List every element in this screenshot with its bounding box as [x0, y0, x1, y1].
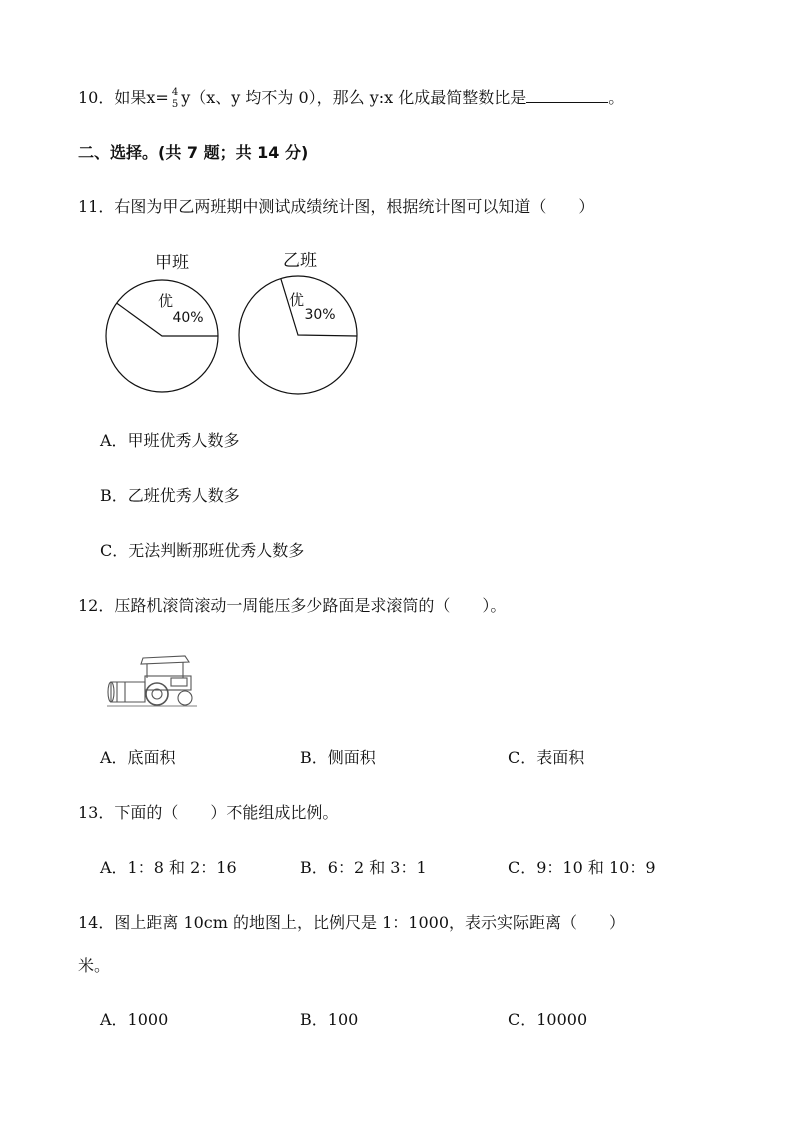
question-14-text-line1: 14．图上距离 10cm 的地图上，比例尺是 1：1000，表示实际距离（ ）: [78, 913, 626, 932]
chart-a-label: 优: [158, 292, 174, 310]
road-roller-illustration: [105, 652, 200, 710]
question-11-option-c[interactable]: C．无法判断那班优秀人数多: [100, 541, 305, 560]
question-14-text-line2: 米。: [78, 956, 111, 975]
chart-a-title: 甲班: [155, 253, 189, 273]
question-13-option-a[interactable]: A．1：8 和 2：16: [100, 858, 237, 877]
section-title: 二、选择。(共 7 题；共 14 分): [78, 143, 309, 162]
question-12-text: 12．压路机滚筒滚动一周能压多少路面是求滚筒的（ ）。: [78, 596, 507, 615]
fraction-numerator: 4: [171, 87, 179, 98]
question-10: [78, 86, 624, 110]
question-14-option-c[interactable]: C．10000: [508, 1010, 588, 1029]
answer-blank[interactable]: [526, 86, 608, 103]
question-12-option-b[interactable]: B．侧面积: [300, 748, 376, 767]
question-13-option-c[interactable]: C．9：10 和 10：9: [508, 858, 656, 877]
fraction: [172, 87, 178, 110]
fraction-denominator: 5: [171, 99, 179, 110]
chart-b-title: 乙班: [283, 251, 317, 271]
question-10-pre: 如果x=: [114, 88, 169, 107]
pie-charts: [100, 246, 370, 402]
question-10-end: 。: [608, 88, 625, 107]
question-12-option-c[interactable]: C．表面积: [508, 748, 585, 767]
chart-b-label: 优: [289, 291, 305, 309]
question-11-option-b[interactable]: B．乙班优秀人数多: [100, 486, 240, 505]
question-12-option-a[interactable]: A．底面积: [100, 748, 176, 767]
question-13-text: 13．下面的（ ）不能组成比例。: [78, 803, 339, 822]
chart-b-percent: 30%: [304, 307, 336, 323]
question-11-text: 11．右图为甲乙两班期中测试成绩统计图，根据统计图可以知道（ ）: [78, 197, 595, 216]
question-14-option-a[interactable]: A．1000: [100, 1010, 169, 1029]
question-11-option-a[interactable]: A．甲班优秀人数多: [100, 431, 240, 450]
question-10-number: 10．: [78, 88, 115, 107]
chart-a-percent: 40%: [172, 310, 204, 326]
question-13-option-b[interactable]: B．6：2 和 3：1: [300, 858, 427, 877]
question-14-option-b[interactable]: B．100: [300, 1010, 359, 1029]
question-10-post: y（x、y 均不为 0），那么 y:x 化成最简整数比是: [181, 88, 527, 107]
